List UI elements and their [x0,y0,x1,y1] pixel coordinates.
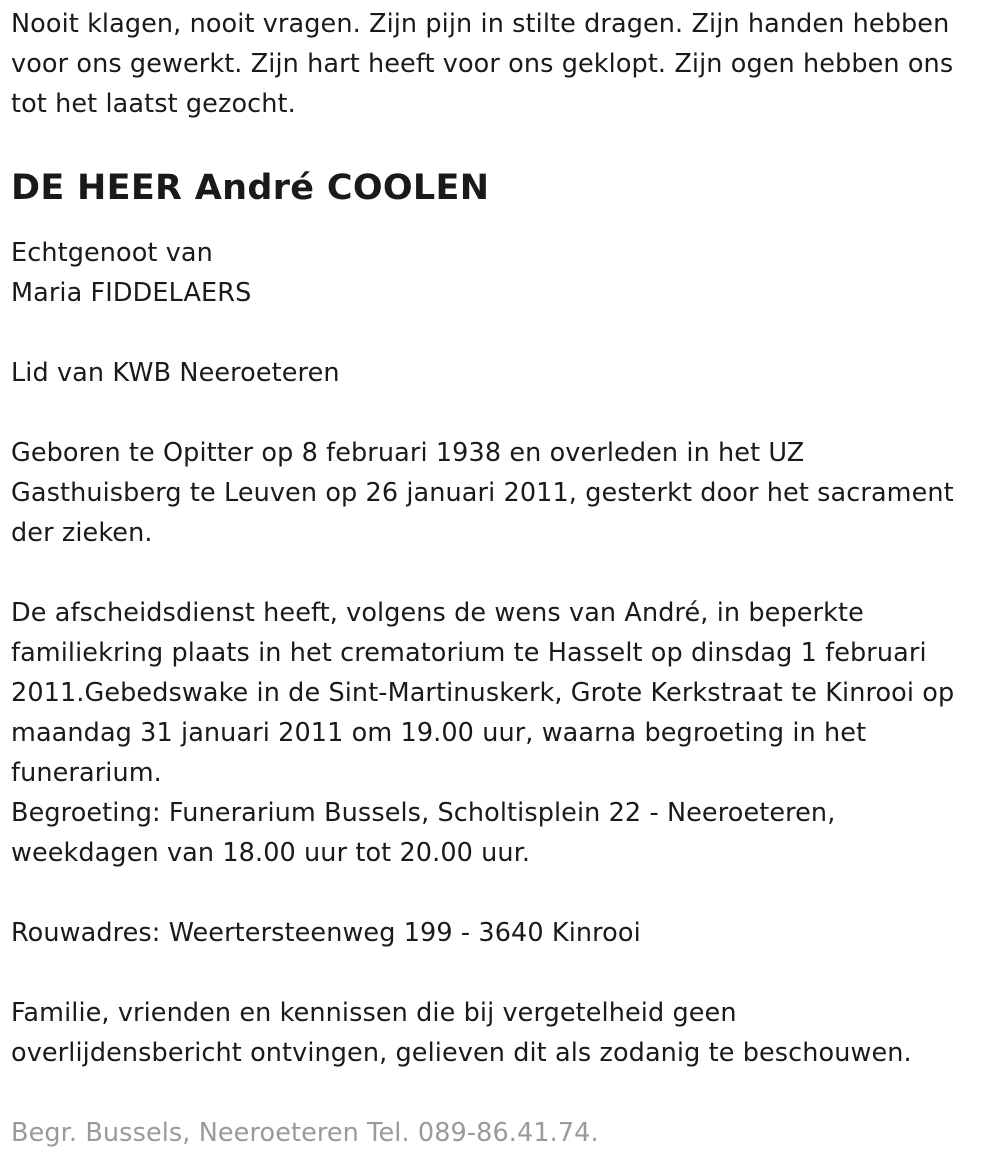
mourning-address: Rouwadres: Weertersteenweg 199 - 3640 Kinrooi [11,918,641,949]
service-line: funerarium. [11,758,162,789]
quote-line: voor ons gewerkt. Zijn hart heeft voor ons geklopt. Zijn ogen hebben ons [11,49,954,79]
service-line: familiekring plaats in het crematorium te Hasselt op dinsdag 1 februari [11,638,927,669]
service-line: maandag 31 januari 2011 om 19.00 uur, waarna begroeting in het [11,718,867,749]
family-notice [11,993,991,1073]
memorial-quote [11,4,991,124]
funeral-home-footer: Begr. Bussels, Neeroeteren Tel. 089-86.41.74. [11,1118,599,1149]
notice-line: overlijdensbericht ontvingen, gelieven dit als zodanig te beschouwen. [11,1038,912,1069]
quote-line: Nooit klagen, nooit vragen. Zijn pijn in stilte dragen. Zijn handen hebben [11,9,950,39]
birth-death-line: Gasthuisberg te Leuven op 26 januari 2011, gesterkt door het sacrament [11,478,954,509]
obituary-page [11,4,991,1153]
service-line: 2011.Gebedswake in de Sint-Martinuskerk, Grote Kerkstraat te Kinrooi op [11,678,955,709]
notice-line: Familie, vrienden en kennissen die bij vergetelheid geen [11,998,737,1029]
membership: Lid van KWB Neeroeteren [11,358,340,389]
spouse-info [11,233,991,313]
deceased-name: DE HEER André COOLEN [11,168,490,208]
birth-death-line: der zieken. [11,518,153,549]
visitation-line: weekdagen van 18.00 uur tot 20.00 uur. [11,838,531,869]
birth-death-info [11,433,991,553]
service-info [11,593,991,873]
visitation-line: Begroeting: Funerarium Bussels, Scholtisplein 22 - Neeroeteren, [11,798,836,829]
quote-line: tot het laatst gezocht. [11,89,296,119]
birth-death-line: Geboren te Opitter op 8 februari 1938 en overleden in het UZ [11,438,805,469]
spouse-prefix: Echtgenoot van [11,238,213,269]
spouse-name: Maria FIDDELAERS [11,278,252,309]
service-line: De afscheidsdienst heeft, volgens de wens van André, in beperkte [11,598,864,629]
